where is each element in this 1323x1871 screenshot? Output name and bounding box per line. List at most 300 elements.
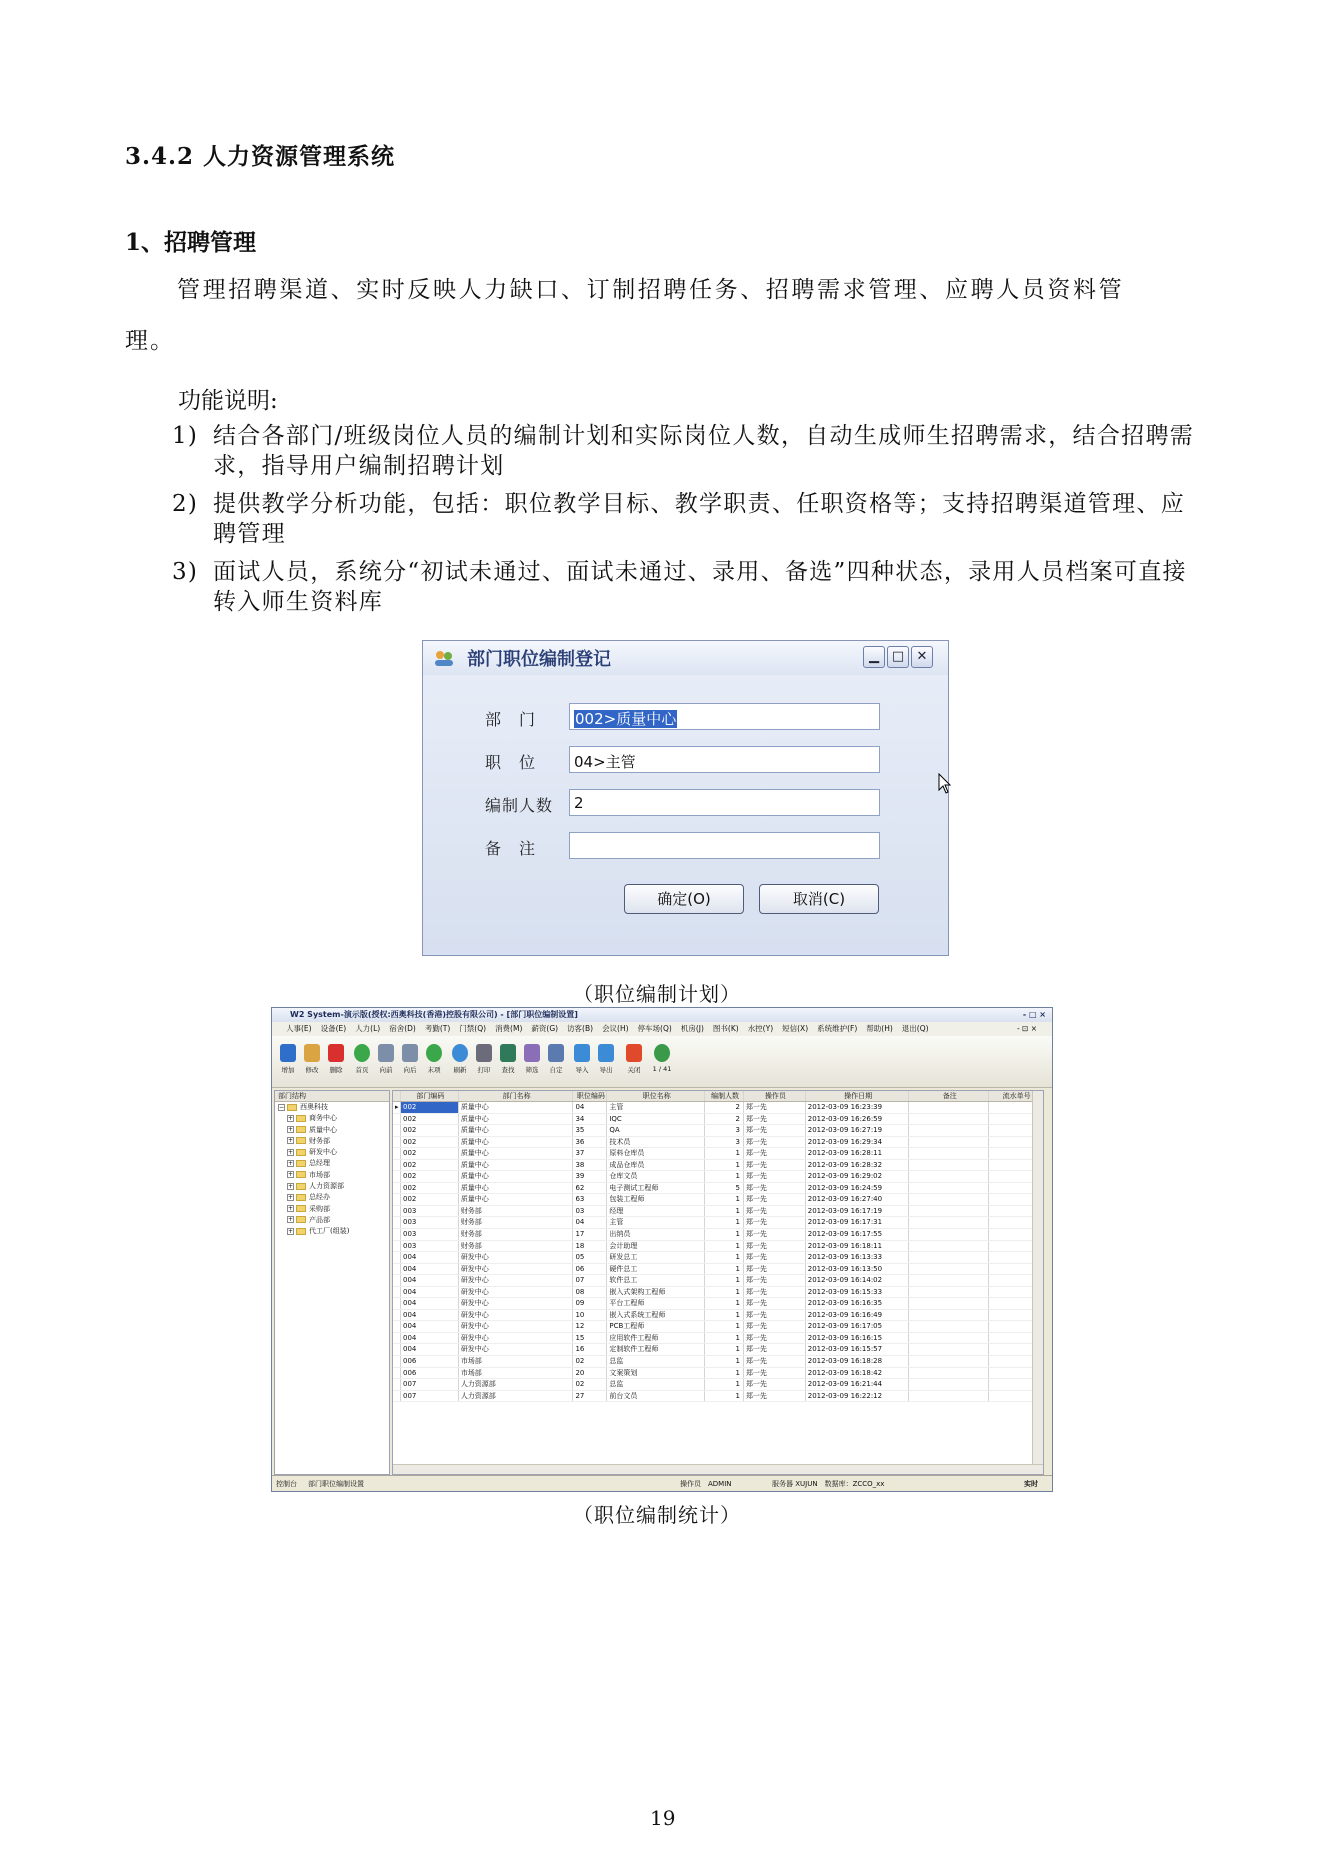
row-selector <box>393 1125 401 1136</box>
position-label: 职 位 <box>485 753 537 772</box>
folder-icon <box>296 1115 306 1122</box>
tree-node[interactable] <box>275 1170 389 1181</box>
table-cell: 嵌入式架构工程师 <box>607 1287 705 1298</box>
table-cell: 郑一先 <box>744 1287 806 1298</box>
table-cell <box>909 1148 989 1159</box>
table-row[interactable] <box>393 1102 1043 1114</box>
table-cell: 质量中心 <box>459 1194 574 1205</box>
table-cell: 2012-03-09 16:23:39 <box>806 1102 910 1113</box>
table-cell: 2012-03-09 16:17:31 <box>806 1217 910 1228</box>
toolbar-label: 1 / 41 <box>652 1065 672 1073</box>
column-header[interactable]: 备注 <box>909 1091 989 1101</box>
table-cell: 004 <box>401 1344 459 1355</box>
table-cell: 15 <box>573 1333 607 1344</box>
table-cell: 财务部 <box>459 1241 574 1252</box>
headcount-value: 2 <box>574 794 584 812</box>
tree-node-label: 财务部 <box>309 1136 330 1145</box>
table-cell: 2012-03-09 16:17:55 <box>806 1229 910 1240</box>
table-cell: 郑一先 <box>744 1241 806 1252</box>
menu-item[interactable]: 门禁(Q) <box>459 1024 487 1033</box>
table-row[interactable] <box>393 1241 1043 1253</box>
horizontal-scrollbar[interactable] <box>393 1464 1043 1474</box>
table-cell: 出纳员 <box>607 1229 705 1240</box>
table-row[interactable] <box>393 1298 1043 1310</box>
toolbar-icon <box>304 1044 320 1062</box>
tree-node[interactable] <box>275 1192 389 1203</box>
toolbar-label: 增加 <box>281 1066 295 1074</box>
table-cell: 63 <box>573 1194 607 1205</box>
table-cell: 研发中心 <box>459 1287 574 1298</box>
table-cell: 3 <box>705 1125 744 1136</box>
table-cell: 002 <box>401 1160 459 1171</box>
row-selector <box>393 1287 401 1298</box>
table-row[interactable] <box>393 1137 1043 1149</box>
table-cell: 研发中心 <box>459 1310 574 1321</box>
toolbar-button[interactable] <box>350 1044 374 1074</box>
table-cell: 2012-03-09 16:14:02 <box>806 1275 910 1286</box>
table-cell: 002 <box>401 1171 459 1182</box>
table-cell: 002 <box>401 1114 459 1125</box>
column-header[interactable]: 操作员 <box>744 1091 806 1101</box>
table-cell: 07 <box>573 1275 607 1286</box>
table-cell: 34 <box>573 1114 607 1125</box>
table-row[interactable] <box>393 1229 1043 1241</box>
table-cell: 郑一先 <box>744 1102 806 1113</box>
row-selector <box>393 1217 401 1228</box>
tree-node[interactable] <box>275 1147 389 1158</box>
row-selector <box>393 1183 401 1194</box>
status-tab-console[interactable]: 控制台 <box>276 1480 297 1488</box>
column-header[interactable]: 部门编码 <box>401 1091 459 1101</box>
table-row[interactable] <box>393 1171 1043 1183</box>
table-cell <box>909 1287 989 1298</box>
table-cell <box>909 1264 989 1275</box>
table-row[interactable] <box>393 1275 1043 1287</box>
table-cell: 市场部 <box>459 1368 574 1379</box>
row-selector <box>393 1356 401 1367</box>
table-cell: 2012-03-09 16:29:02 <box>806 1171 910 1182</box>
menu-item[interactable]: 停车场(Q) <box>637 1024 672 1033</box>
close-button[interactable]: ✕ <box>911 646 933 668</box>
table-cell: 研发中心 <box>459 1252 574 1263</box>
table-cell: 36 <box>573 1137 607 1148</box>
folder-icon <box>296 1216 306 1223</box>
tree-node[interactable] <box>275 1215 389 1226</box>
table-cell: 郑一先 <box>744 1264 806 1275</box>
tree-node-label: 市场部 <box>309 1170 330 1179</box>
table-cell: 财务部 <box>459 1217 574 1228</box>
table-cell: 郑一先 <box>744 1368 806 1379</box>
table-row[interactable] <box>393 1183 1043 1195</box>
tree-node-label: 人力资源部 <box>309 1182 344 1191</box>
row-selector <box>393 1379 401 1390</box>
table-cell: IQC <box>607 1114 705 1125</box>
table-cell: 研发中心 <box>459 1275 574 1286</box>
position-value: 04>主管 <box>574 753 636 771</box>
current-row-indicator: ▸ <box>393 1102 401 1113</box>
column-header[interactable]: 部门名称 <box>459 1091 574 1101</box>
ok-button[interactable]: 确定(O) <box>624 884 744 914</box>
table-cell: 郑一先 <box>744 1356 806 1367</box>
headcount-label: 编制人数 <box>485 796 554 815</box>
folder-icon <box>296 1137 306 1144</box>
tree-node[interactable] <box>275 1136 389 1147</box>
table-cell: 004 <box>401 1321 459 1332</box>
table-cell: 007 <box>401 1391 459 1402</box>
intro-paragraph-cont: 理。 <box>125 328 175 354</box>
row-selector <box>393 1368 401 1379</box>
expand-icon[interactable]: + <box>288 1227 294 1235</box>
minimize-button[interactable]: ▁ <box>863 646 885 668</box>
expand-icon[interactable]: + <box>288 1126 294 1134</box>
toolbar-button[interactable] <box>422 1044 446 1074</box>
table-cell <box>909 1275 989 1286</box>
expand-icon[interactable]: + <box>288 1171 294 1179</box>
toolbar-icon <box>574 1044 590 1062</box>
department-label: 部 门 <box>485 710 537 729</box>
table-cell: 2012-03-09 16:13:33 <box>806 1252 910 1263</box>
table-row[interactable] <box>393 1148 1043 1160</box>
toolbar-label: 导入 <box>575 1066 589 1074</box>
toolbar-icon <box>328 1044 344 1062</box>
tree-node-label: 产品部 <box>309 1215 330 1224</box>
menu-item[interactable]: 考勤(T) <box>424 1024 451 1033</box>
table-cell: 郑一先 <box>744 1183 806 1194</box>
feature-text: 提供教学分析功能，包括：职位教学目标、教学职责、任职资格等；支持招聘渠道管理、应聘管理 <box>213 491 1185 547</box>
table-cell: 002 <box>401 1148 459 1159</box>
table-cell: 郑一先 <box>744 1148 806 1159</box>
table-row[interactable] <box>393 1321 1043 1333</box>
cancel-button[interactable]: 取消(C) <box>759 884 879 914</box>
menu-item[interactable]: 设备(E) <box>320 1024 347 1033</box>
menu-item[interactable]: 退出(Q) <box>901 1024 929 1033</box>
table-cell: 研发中心 <box>459 1321 574 1332</box>
table-cell: 嵌入式系统工程师 <box>607 1310 705 1321</box>
table-cell: 质量中心 <box>459 1160 574 1171</box>
expand-icon[interactable]: + <box>288 1182 294 1190</box>
feature-item <box>172 557 1202 617</box>
expand-icon[interactable]: + <box>288 1216 294 1224</box>
toolbar-icon <box>452 1044 468 1062</box>
table-cell: 郑一先 <box>744 1125 806 1136</box>
menu-item[interactable]: 人力(L) <box>355 1024 381 1033</box>
table-cell: 2012-03-09 16:27:40 <box>806 1194 910 1205</box>
toolbar-icon <box>426 1044 442 1062</box>
table-row[interactable] <box>393 1344 1043 1356</box>
table-cell: 郑一先 <box>744 1275 806 1286</box>
table-row[interactable] <box>393 1333 1043 1345</box>
column-header[interactable]: 操作日期 <box>806 1091 910 1101</box>
table-cell: 3 <box>705 1137 744 1148</box>
table-row[interactable] <box>393 1160 1043 1172</box>
table-cell: 1 <box>705 1241 744 1252</box>
table-cell: 1 <box>705 1194 744 1205</box>
table-cell: 2012-03-09 16:24:59 <box>806 1183 910 1194</box>
tree-node-label: 西奥科技 <box>300 1103 328 1111</box>
toolbar-button[interactable] <box>324 1044 348 1074</box>
table-row[interactable] <box>393 1252 1043 1264</box>
table-cell: 2012-03-09 16:28:11 <box>806 1148 910 1159</box>
menu-item[interactable]: 宿舍(D) <box>389 1024 416 1033</box>
app-menubar <box>272 1022 1052 1036</box>
expand-icon[interactable]: + <box>288 1114 294 1122</box>
table-cell: 1 <box>705 1171 744 1182</box>
toolbar-button[interactable] <box>300 1044 324 1074</box>
tree-node[interactable] <box>275 1125 389 1136</box>
menu-item[interactable]: 访客(B) <box>567 1024 594 1033</box>
row-selector <box>393 1298 401 1309</box>
table-cell: 郑一先 <box>744 1206 806 1217</box>
folder-icon <box>296 1228 306 1235</box>
table-cell <box>909 1160 989 1171</box>
menu-item[interactable]: 帮助(H) <box>866 1024 893 1033</box>
tree-node[interactable] <box>275 1204 389 1215</box>
toolbar-button[interactable] <box>544 1044 568 1074</box>
menu-item[interactable]: 系统维护(F) <box>817 1024 858 1033</box>
headcount-input[interactable] <box>569 789 880 816</box>
table-cell <box>909 1217 989 1228</box>
row-selector <box>393 1391 401 1402</box>
feature-number: 3) <box>172 559 199 585</box>
toolbar-button[interactable] <box>398 1044 422 1074</box>
table-row[interactable] <box>393 1379 1043 1391</box>
table-cell: 会计助理 <box>607 1241 705 1252</box>
folder-icon <box>296 1194 306 1201</box>
table-cell: 2012-03-09 16:17:19 <box>806 1206 910 1217</box>
table-cell: 质量中心 <box>459 1102 574 1113</box>
department-tree[interactable] <box>274 1090 390 1475</box>
table-cell: 003 <box>401 1241 459 1252</box>
table-row[interactable] <box>393 1368 1043 1380</box>
table-cell: 市场部 <box>459 1356 574 1367</box>
menu-item[interactable]: 消费(M) <box>495 1024 523 1033</box>
tree-node[interactable] <box>275 1226 389 1237</box>
table-cell: 质量中心 <box>459 1148 574 1159</box>
hr-app-window <box>271 1007 1053 1492</box>
table-cell: 质量中心 <box>459 1125 574 1136</box>
table-cell: 郑一先 <box>744 1321 806 1332</box>
table-cell: 人力资源部 <box>459 1379 574 1390</box>
table-cell: 002 <box>401 1183 459 1194</box>
toolbar-button[interactable] <box>650 1044 674 1073</box>
table-row[interactable] <box>393 1310 1043 1322</box>
table-cell: 2012-03-09 16:29:34 <box>806 1137 910 1148</box>
table-row[interactable] <box>393 1125 1043 1137</box>
toolbar-icon <box>524 1044 540 1062</box>
folder-icon <box>296 1205 306 1212</box>
table-row[interactable] <box>393 1287 1043 1299</box>
app-statusbar <box>272 1475 1052 1491</box>
table-cell: 1 <box>705 1287 744 1298</box>
app-window-controls[interactable]: - □ × <box>1022 1010 1046 1019</box>
menu-item[interactable]: 水控(Y) <box>747 1024 774 1033</box>
tree-node[interactable] <box>275 1158 389 1169</box>
toolbar-icon <box>378 1044 394 1062</box>
status-mode: 实时 <box>1024 1480 1038 1488</box>
row-selector <box>393 1229 401 1240</box>
table-cell: 电子测试工程师 <box>607 1183 705 1194</box>
toolbar-icon <box>598 1044 614 1062</box>
table-row[interactable] <box>393 1356 1043 1368</box>
expand-icon[interactable]: + <box>288 1148 294 1156</box>
table-cell <box>909 1356 989 1367</box>
toolbar-button[interactable] <box>496 1044 520 1074</box>
subsection-heading: 1、招聘管理 <box>125 229 257 256</box>
table-row[interactable] <box>393 1194 1043 1206</box>
table-cell: 1 <box>705 1356 744 1367</box>
feature-text: 面试人员，系统分“初试未通过、面试未通过、录用、备选”四种状态，录用人员档案可直接转入师生资料库 <box>213 559 1187 615</box>
position-input[interactable] <box>569 746 880 773</box>
table-cell: 09 <box>573 1298 607 1309</box>
toolbar-label: 关闭 <box>627 1066 641 1074</box>
maximize-button[interactable]: □ <box>887 646 909 668</box>
toolbar-button[interactable] <box>448 1044 472 1074</box>
table-cell: 006 <box>401 1356 459 1367</box>
toolbar-button[interactable] <box>276 1044 300 1074</box>
table-cell <box>909 1125 989 1136</box>
vertical-scrollbar[interactable] <box>1032 1091 1043 1474</box>
toolbar-button[interactable] <box>472 1044 496 1074</box>
table-cell: 2012-03-09 16:13:50 <box>806 1264 910 1275</box>
table-cell <box>909 1391 989 1402</box>
table-cell: 主管 <box>607 1102 705 1113</box>
table-cell: 2012-03-09 16:28:32 <box>806 1160 910 1171</box>
toolbar-label: 打印 <box>477 1066 491 1074</box>
table-cell: 1 <box>705 1379 744 1390</box>
collapse-icon[interactable]: − <box>279 1103 285 1111</box>
quota-table[interactable] <box>392 1090 1044 1475</box>
toolbar-icon <box>500 1044 516 1062</box>
toolbar-button[interactable] <box>520 1044 544 1074</box>
table-cell: 1 <box>705 1160 744 1171</box>
department-value: 002>质量中心 <box>575 710 677 728</box>
expand-icon[interactable]: + <box>288 1137 294 1145</box>
table-row[interactable] <box>393 1391 1043 1403</box>
table-cell: 18 <box>573 1241 607 1252</box>
table-cell <box>909 1137 989 1148</box>
tree-node[interactable] <box>275 1181 389 1192</box>
expand-icon[interactable]: + <box>288 1205 294 1213</box>
dialog-title: 部门职位编制登记 <box>467 649 611 670</box>
menu-item[interactable]: 会议(H) <box>602 1024 629 1033</box>
table-cell <box>909 1310 989 1321</box>
table-cell: 5 <box>705 1183 744 1194</box>
table-cell: 04 <box>573 1217 607 1228</box>
toolbar-button[interactable] <box>622 1044 646 1074</box>
app-titlebar[interactable] <box>272 1008 1052 1022</box>
tree-node[interactable] <box>275 1102 389 1113</box>
remark-input[interactable] <box>569 832 880 859</box>
table-cell: 003 <box>401 1229 459 1240</box>
table-cell: 2012-03-09 16:18:42 <box>806 1368 910 1379</box>
expand-icon[interactable]: + <box>288 1159 294 1167</box>
feature-text: 结合各部门/班级岗位人员的编制计划和实际岗位人数，自动生成师生招聘需求，结合招聘需求，指导用户编制招聘计划 <box>213 423 1195 479</box>
people-icon <box>433 649 455 667</box>
toolbar-button[interactable] <box>374 1044 398 1074</box>
toolbar-icon <box>654 1044 670 1062</box>
feature-list <box>172 421 1202 625</box>
toolbar-icon <box>476 1044 492 1062</box>
menu-item[interactable]: 图书(K) <box>712 1024 739 1033</box>
row-selector <box>393 1114 401 1125</box>
toolbar-label: 修改 <box>305 1066 319 1074</box>
row-selector <box>393 1321 401 1332</box>
table-cell <box>909 1321 989 1332</box>
table-cell: 2012-03-09 16:22:12 <box>806 1391 910 1402</box>
table-cell: 2012-03-09 16:21:44 <box>806 1379 910 1390</box>
row-selector <box>393 1206 401 1217</box>
table-cell <box>909 1333 989 1344</box>
table-cell: 35 <box>573 1125 607 1136</box>
table-cell: 1 <box>705 1229 744 1240</box>
tree-node[interactable] <box>275 1113 389 1124</box>
table-cell: 1 <box>705 1391 744 1402</box>
table-cell: 研发中心 <box>459 1344 574 1355</box>
table-cell: 技术员 <box>607 1137 705 1148</box>
table-cell: 1 <box>705 1252 744 1263</box>
table-row[interactable] <box>393 1264 1043 1276</box>
toolbar-icon <box>548 1044 564 1062</box>
table-cell: 质量中心 <box>459 1114 574 1125</box>
column-header[interactable] <box>393 1091 401 1101</box>
department-input[interactable] <box>569 703 880 730</box>
table-cell: 04 <box>573 1102 607 1113</box>
table-cell: 39 <box>573 1171 607 1182</box>
column-header[interactable]: 职位编码 <box>573 1091 607 1101</box>
mdi-window-controls[interactable]: - ⊡ × <box>1016 1024 1037 1033</box>
menu-item[interactable]: 短信(X) <box>782 1024 809 1033</box>
table-cell: 研发中心 <box>459 1333 574 1344</box>
toolbar-button[interactable] <box>570 1044 594 1074</box>
page-number: 19 <box>650 1806 676 1830</box>
table-cell: 郑一先 <box>744 1160 806 1171</box>
table-cell: 003 <box>401 1217 459 1228</box>
menu-item[interactable]: 人事(E) <box>286 1024 312 1033</box>
table-row[interactable] <box>393 1217 1043 1229</box>
menu-item[interactable]: 薪资(G) <box>531 1024 559 1033</box>
status-tab-quota[interactable]: 部门职位编制设置 <box>308 1480 364 1488</box>
menu-item[interactable]: 机房(J) <box>680 1024 704 1033</box>
expand-icon[interactable]: + <box>288 1193 294 1201</box>
table-cell: 004 <box>401 1275 459 1286</box>
table-cell: 定制软件工程师 <box>607 1344 705 1355</box>
table-cell: 004 <box>401 1287 459 1298</box>
table-cell <box>909 1379 989 1390</box>
table-cell: 文案策划 <box>607 1368 705 1379</box>
tree-node-label: 质量中心 <box>309 1125 337 1134</box>
table-cell: 2012-03-09 16:16:35 <box>806 1298 910 1309</box>
table-cell: 004 <box>401 1298 459 1309</box>
table-row[interactable] <box>393 1206 1043 1218</box>
column-header[interactable]: 职位名称 <box>607 1091 705 1101</box>
tree-node-label: 商务中心 <box>309 1114 337 1123</box>
table-row[interactable] <box>393 1114 1043 1126</box>
table-cell: 2012-03-09 16:16:15 <box>806 1333 910 1344</box>
folder-icon <box>296 1183 306 1190</box>
remark-label: 备 注 <box>485 839 537 858</box>
column-header[interactable]: 编制人数 <box>705 1091 744 1101</box>
table-cell: 1 <box>705 1368 744 1379</box>
table-cell: 郑一先 <box>744 1310 806 1321</box>
table-cell: 06 <box>573 1264 607 1275</box>
table-cell: 1 <box>705 1321 744 1332</box>
table-cell: 总监 <box>607 1379 705 1390</box>
toolbar-button[interactable] <box>594 1044 618 1074</box>
row-selector <box>393 1241 401 1252</box>
column-header[interactable]: 流水单号 <box>989 1091 1043 1101</box>
toolbar-label: 向后 <box>403 1066 417 1074</box>
table-cell: 20 <box>573 1368 607 1379</box>
